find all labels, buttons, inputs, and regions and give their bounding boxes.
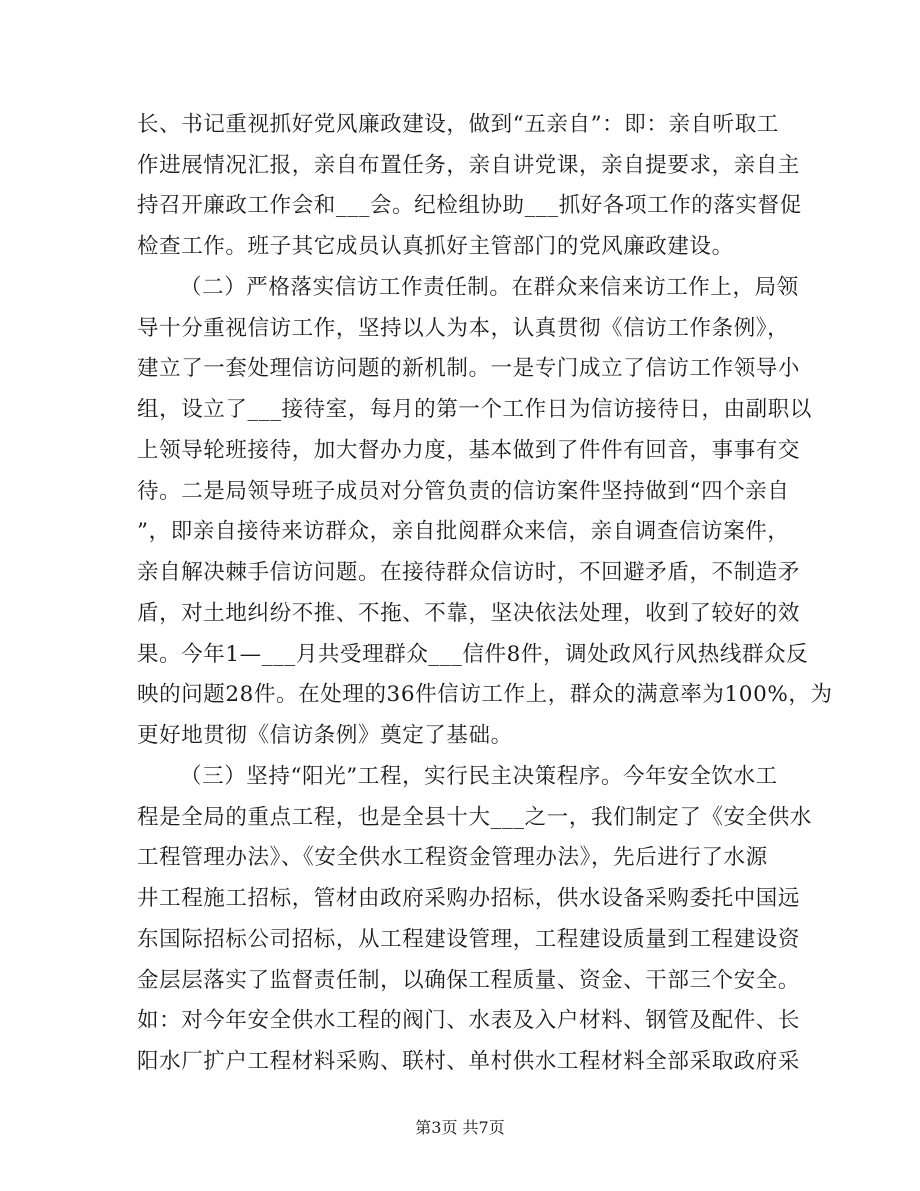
paragraph-line: 长、书记重视抓好党风廉政建设，做到“五亲自”：即：亲自听取工	[137, 112, 779, 137]
paragraph-line: 如：对今年安全供水工程的阀门、水表及入户材料、钢管及配件、长	[137, 1008, 801, 1033]
paragraph-line: 更好地贯彻《信访条例》奠定了基础。	[137, 723, 513, 748]
paragraph-line: 工程管理办法》、《安全供水工程资金管理办法》，先后进行了水源	[137, 845, 768, 870]
paragraph-line: 待。二是局领导班子成员对分管负责的信访案件坚持做到“四个亲自	[137, 479, 790, 504]
paragraph-line: 作进展情况汇报，亲自布置任务，亲自讲党课，亲自提要求，亲自主	[137, 153, 801, 178]
paragraph-line: 持召开廉政工作会和___会。纪检组协助___抓好各项工作的落实督促	[137, 193, 802, 218]
paragraph-line: 阳水厂扩户工程材料采购、联村、单村供水工程材料全部采取政府采	[137, 1049, 801, 1074]
paragraph-line: （二）严格落实信访工作责任制。在群众来信来访工作上，局领	[180, 275, 799, 300]
paragraph-line: （三）坚持“阳光”工程，实行民主决策程序。今年安全饮水工	[180, 764, 778, 789]
paragraph-line: 导十分重视信访工作，坚持以人为本，认真贯彻《信访工作条例》，	[137, 316, 790, 341]
paragraph-line: ”，即亲自接待来访群众，亲自批阅群众来信，亲自调查信访案件，	[137, 519, 790, 544]
paragraph-line: 东国际招标公司招标，从工程建设管理，工程建设质量到工程建设资	[137, 927, 801, 952]
page-number: 第3页 共7页	[415, 1118, 505, 1137]
paragraph-line: 果。今年1—___月共受理群众___信件8件，调处政风行风热线群众反	[137, 642, 809, 667]
paragraph-line: 金层层落实了监督责任制，以确保工程质量、资金、干部三个安全。	[137, 968, 801, 993]
paragraph-line: 亲自解决棘手信访问题。在接待群众信访时，不回避矛盾，不制造矛	[137, 560, 801, 585]
paragraph-line: 程是全局的重点工程，也是全县十大___之一，我们制定了《安全供水	[137, 805, 812, 830]
paragraph-line: 井工程施工招标，管材由政府采购办招标，供水设备采购委托中国远	[137, 886, 801, 911]
paragraph-line: 建立了一套处理信访问题的新机制。一是专门成立了信访工作领导小	[137, 356, 801, 381]
paragraph-line: 检查工作。班子其它成员认真抓好主管部门的党风廉政建设。	[137, 234, 734, 259]
paragraph-line: 上领导轮班接待，加大督办力度，基本做到了件件有回音，事事有交	[137, 438, 801, 463]
paragraph-line: 组，设立了___接待室，每月的第一个工作日为信访接待日，由副职以	[137, 397, 812, 422]
paragraph-line: 盾，对土地纠纷不推、不拖、不靠，坚决依法处理，收到了较好的效	[137, 601, 801, 626]
paragraph-line: 映的问题28件。在处理的36件信访工作上，群众的满意率为100%，为	[137, 682, 833, 707]
